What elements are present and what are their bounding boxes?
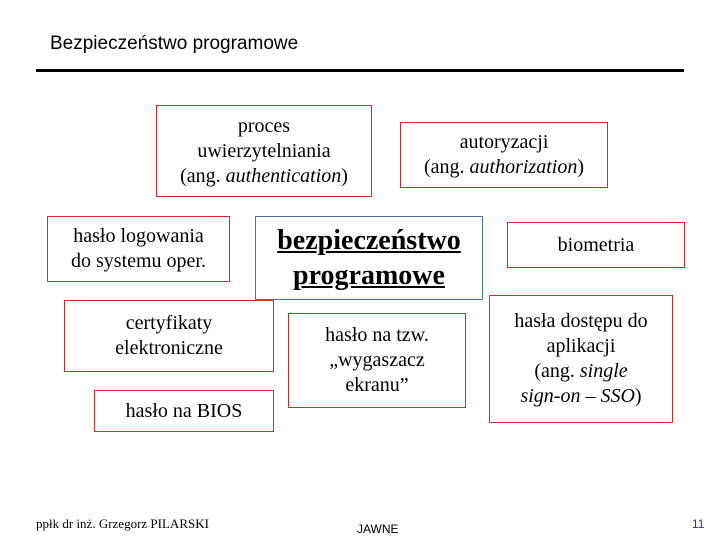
screensaver-line3: ekranu” (345, 374, 409, 396)
footer-classification: JAWNE (357, 522, 399, 536)
title-divider (36, 69, 684, 72)
authorization-term: authorization (469, 156, 578, 178)
authentication-term: authentication (225, 164, 342, 187)
screensaver-line2: „wygaszacz (329, 349, 425, 371)
certificates-box (64, 300, 274, 372)
app-passwords-line1: hasła dostępu do (514, 310, 648, 332)
footer-author: ppłk dr inż. Grzegorz PILARSKI (36, 516, 209, 531)
authorization-suffix: ) (577, 156, 584, 178)
screensaver-line1: hasło na tzw. (325, 324, 429, 346)
login-password-line1: hasło logowania (73, 225, 204, 247)
page-number: 11 (692, 517, 705, 531)
authorization-box (400, 122, 608, 188)
bios-box (94, 390, 274, 432)
app-passwords-box (489, 295, 673, 423)
certificates-line2: elektroniczne (115, 337, 223, 359)
biometrics-text: biometria (557, 233, 635, 256)
authentication-line2: uwierzytelniania (197, 139, 331, 162)
app-passwords-line2: aplikacji (546, 335, 616, 357)
login-password-box (47, 216, 230, 282)
authorization-prefix: (ang. (423, 156, 470, 178)
authentication-prefix: (ang. (180, 164, 226, 187)
authorization-line1: autoryzacji (459, 131, 549, 153)
slide-title: Bezpieczeństwo programowe (50, 33, 299, 54)
bios-text: hasło na BIOS (125, 399, 243, 422)
login-password-line2: do systemu oper. (71, 250, 206, 272)
screensaver-box (288, 313, 466, 408)
certificates-line1: certyfikaty (125, 312, 213, 334)
center-node (255, 216, 483, 300)
center-line2: programowe (293, 260, 445, 291)
app-passwords-term2: sign-on – SSO (520, 385, 635, 407)
authentication-suffix: ) (341, 164, 348, 187)
authentication-line1: proces (237, 114, 291, 137)
biometrics-box (507, 222, 685, 268)
app-passwords-suffix: ) (634, 385, 642, 407)
authentication-box (156, 105, 372, 197)
app-passwords-term1: single (579, 360, 628, 382)
app-passwords-prefix: (ang. (534, 360, 580, 382)
center-line1: bezpieczeństwo (277, 225, 461, 256)
